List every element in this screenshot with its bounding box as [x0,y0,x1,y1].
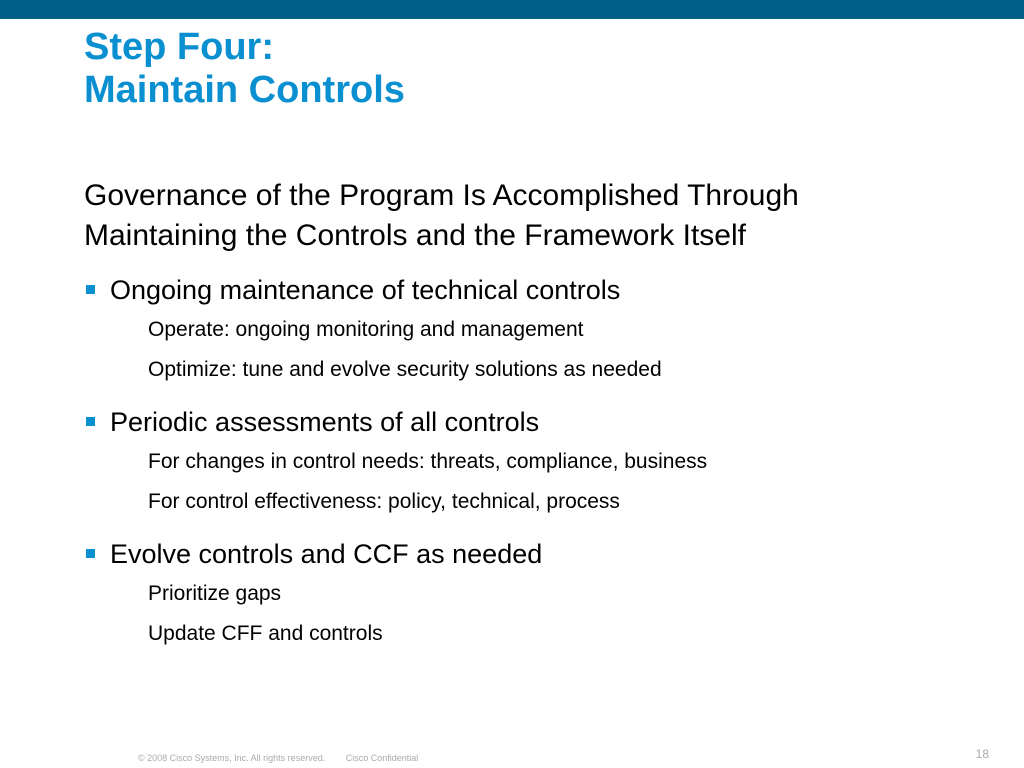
square-bullet-icon [86,549,95,558]
sub-bullet-item: For control effectiveness: policy, technical, process [148,490,620,513]
sub-bullet-item: Operate: ongoing monitoring and management [148,318,584,341]
bullet-list [84,270,707,666]
bullet-text: Evolve controls and CCF as needed [110,539,543,569]
sub-bullet-item: Prioritize gaps [148,582,282,605]
footer [138,752,418,764]
top-bar [0,0,1024,19]
sub-bullet-item: Optimize: tune and evolve security solutions as needed [148,358,662,381]
square-bullet-icon [86,285,95,294]
sub-bullet-list [84,574,707,654]
sub-bullet-list [84,310,707,390]
sub-bullet-item: Update CFF and controls [148,622,383,645]
slide-title [84,26,405,112]
footer-copyright: © 2008 Cisco Systems, Inc. All rights reserved. [138,753,326,763]
bullet-item [84,534,707,654]
bullet-text: Periodic assessments of all controls [110,407,540,437]
slide-title-line-1: Step Four: [84,26,274,68]
sub-bullet-item: For changes in control needs: threats, compliance, business [148,450,708,473]
footer-confidential: Cisco Confidential [345,753,419,763]
sub-bullet-list [84,442,707,522]
square-bullet-icon [86,417,95,426]
bullet-item [84,270,707,390]
bullet-item [84,402,707,522]
slide-subtitle-line-2: Maintaining the Controls and the Framework Itself [84,219,746,252]
bullet-text: Ongoing maintenance of technical controls [110,275,621,305]
page-number: 18 [975,747,989,761]
slide-subtitle [84,176,799,256]
slide-subtitle-line-1: Governance of the Program Is Accomplished Through [84,179,799,212]
slide-title-line-2: Maintain Controls [84,69,405,111]
